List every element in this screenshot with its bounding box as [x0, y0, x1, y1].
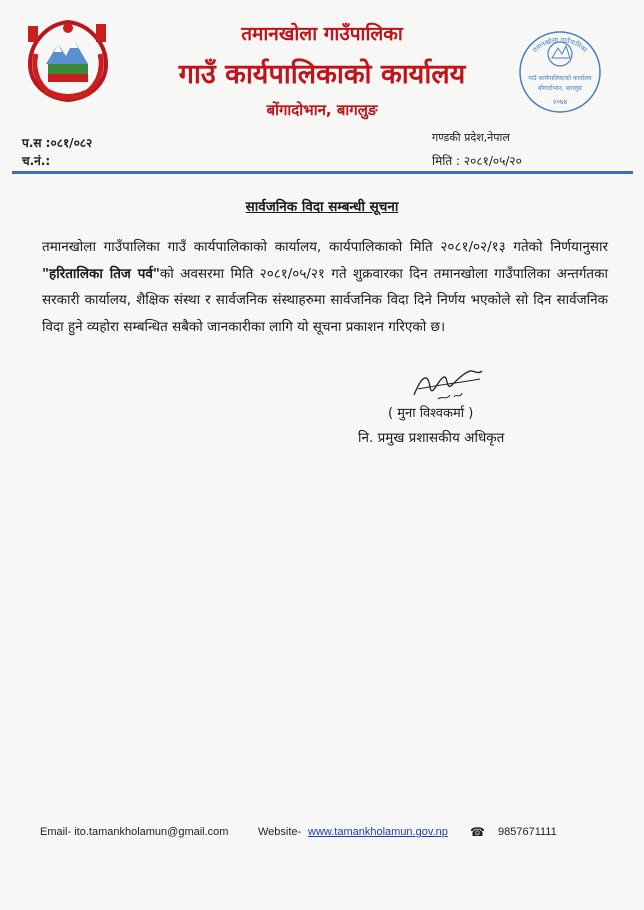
seal-year: २०७४ — [552, 98, 568, 106]
signatory-title: नि. प्रमुख प्रशासकीय अधिकृत — [358, 430, 505, 446]
notice-body-part2: को अवसरमा मिति २०८१/०५/२१ गते शुक्रवारका दिन तमानखोला गाउँपालिका अन्तर्गतका सरकारी कार्यालय, शैक्षिक संस्था र सार्वजनिक संस्थाहरुमा सार्वजनिक विदा दिने निर्णय भएकोले सो दिन सार्वजनिक विदा हुने व्यहोरा सम्बन्धित सबैको जानकारीका लागि यो सूचना प्रकाशन गरिएको छ। — [42, 265, 608, 335]
notice-body — [42, 234, 608, 340]
seal-text-line3: बोंगादोभान, बागलुङ — [538, 85, 582, 92]
dispatch-number: च.नं.: — [22, 154, 51, 168]
telephone-icon: ☎ — [470, 825, 485, 839]
footer-email: Email- ito.tamankholamun@gmail.com — [40, 826, 229, 838]
seal-text-line2: गाउँ कार्यपालिकाको कार्यालय — [528, 75, 592, 82]
signatory-name: ( मुना विश्वकर्मा ) — [388, 406, 474, 421]
footer-phone: 9857671111 — [498, 826, 557, 838]
header-divider — [12, 171, 633, 174]
office-title: गाउँ कार्यपालिकाको कार्यालय — [178, 59, 466, 90]
issue-date: मिति : २०८१/०५/२० — [432, 154, 522, 168]
seal-text-line1: तमानखोला गाउँपालिका — [531, 35, 589, 55]
reference-number: प.स :०८१/०८२ — [22, 136, 93, 150]
notice-subject: सार्वजनिक विदा सम्बन्धी सूचना — [245, 199, 399, 215]
municipality-name: तमानखोला गाउँपालिका — [241, 23, 403, 45]
handwritten-signature — [408, 365, 488, 407]
municipality-seal — [512, 24, 608, 120]
notice-body-festival: "हरितालिका तिज पर्व" — [42, 265, 160, 282]
notice-body-part1: तमानखोला गाउँपालिका गाउँ कार्यपालिकाको कार्यालय, कार्यपालिकाको मिति २०८१/०२/१३ गतेको निर्णयानुसार — [42, 239, 608, 255]
footer-website-link[interactable]: www.tamankholamun.gov.np — [308, 826, 448, 838]
office-address: बोंगादोभान, बागलुङ — [266, 101, 378, 119]
province-label: गण्डकी प्रदेश,नेपाल — [432, 131, 510, 144]
footer-website-label: Website- — [258, 826, 302, 838]
